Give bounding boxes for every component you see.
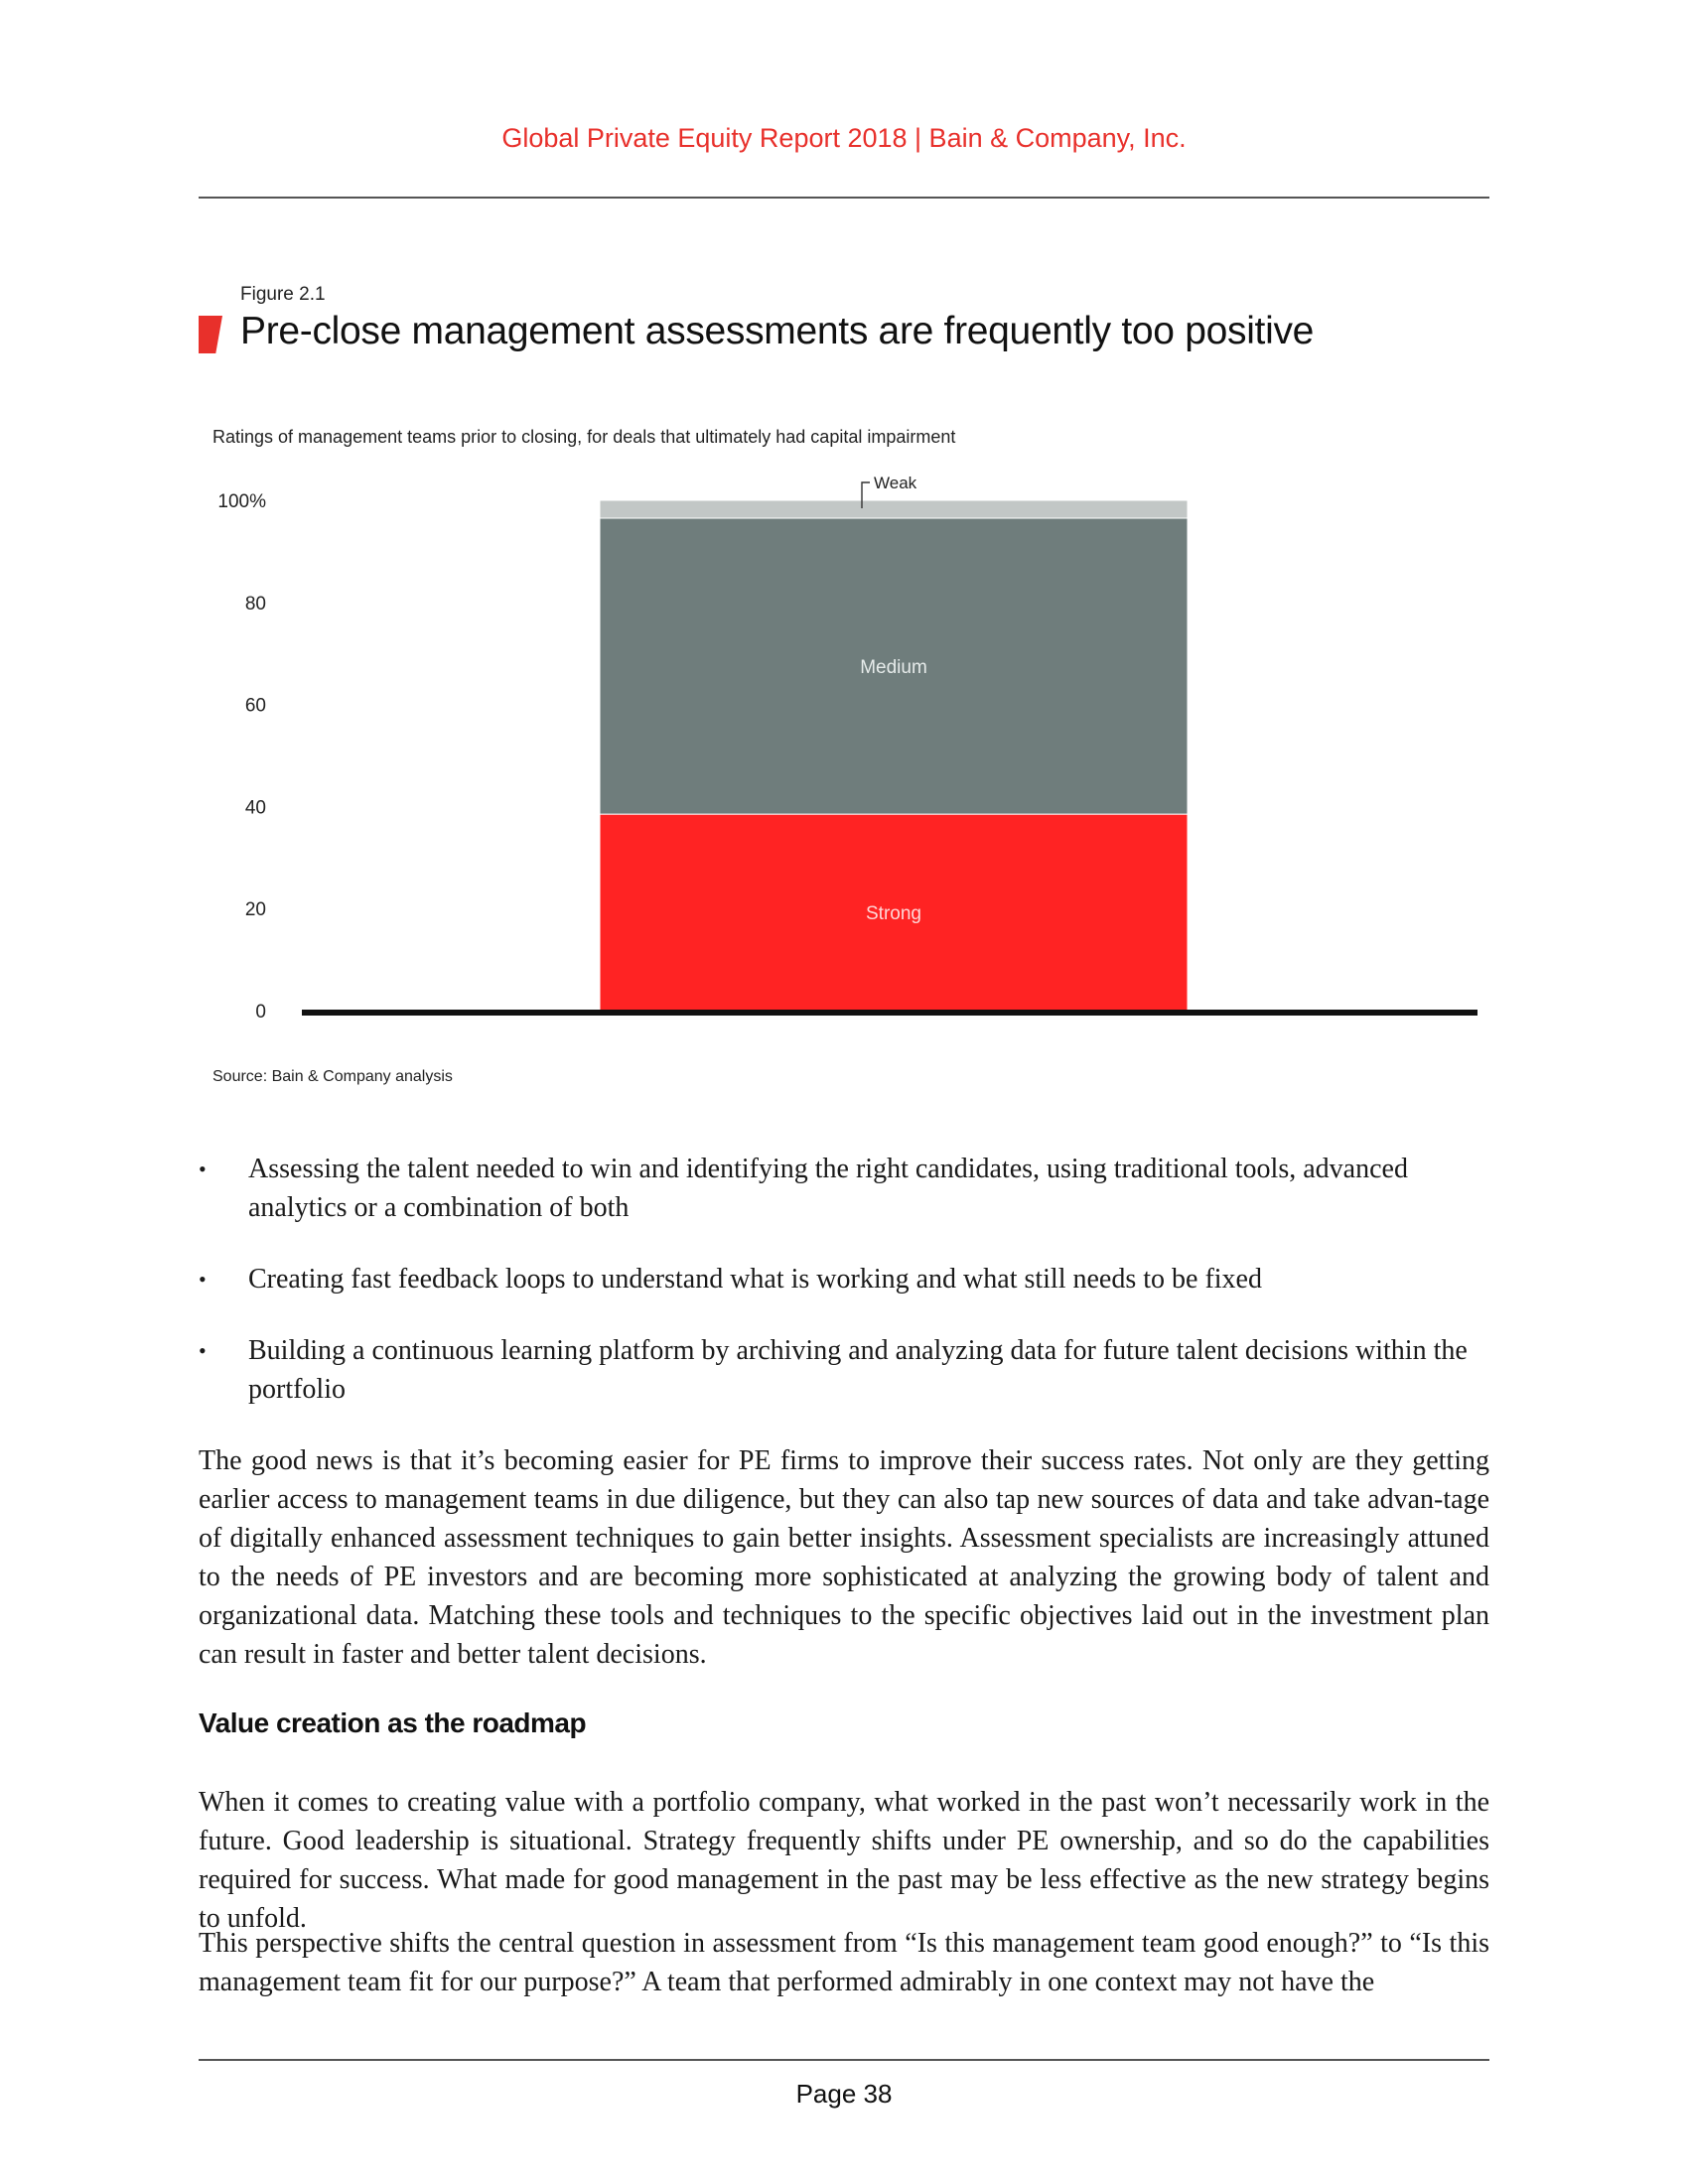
y-tick-label: 20 — [244, 899, 266, 921]
body-paragraph: This perspective shifts the central question in assessment from “Is this management team good enough?” to “Is this management team fit for our purpose?” A team that performed admirably in one context may not have the — [199, 1928, 1489, 1997]
body-paragraph: When it comes to creating value with a portfolio company, what worked in the past won’t necessarily work in the future. Good leadership is situational. Strategy frequently shifts under PE ownership, and so do the capabilities required for success. What made for good management in the past may be less effective as the new strategy begins to unfold. — [199, 1787, 1489, 1934]
y-tick-label: 60 — [244, 695, 266, 717]
segment-label-weak: Weak — [874, 474, 917, 492]
report-header-title: Global Private Equity Report 2018 | Bain & Company, Inc. — [501, 123, 1187, 153]
page-number: Page 38 — [795, 2079, 893, 2109]
y-tick-label: 40 — [244, 797, 266, 819]
section-heading: Value creation as the roadmap — [199, 1707, 587, 1738]
figure-source: Source: Bain & Company analysis — [212, 1068, 453, 1085]
list-item: • Creating fast feedback loops to understand what is working and what still needs to be fixed — [199, 1260, 1489, 1298]
list-item: • Building a continuous learning platform by archiving and analyzing data for future talent decisions within the portfolio — [199, 1331, 1489, 1409]
bar-segment-weak — [600, 500, 1188, 518]
body-paragraph: The good news is that it’s becoming easier for PE firms to improve their success rates. Not only are they getting earlier access to management teams in due diligence, but they can also tap new sources of data and take advan-tage of digitally enhanced assessment techniques to gain better insights. Assessment specialists are increasingly attuned to the needs of PE investors and are becoming more sophisticated at analyzing the growing body of talent and organizational data. Matching these tools and techniques to the specific objectives laid out in the investment plan can result in faster and better talent decisions. — [199, 1445, 1489, 1670]
figure-title: Pre-close management assessments are frequently too positive — [240, 310, 1315, 352]
y-tick-label: 80 — [244, 593, 266, 614]
segment-label-strong: Strong — [866, 903, 921, 925]
stacked-bar-chart — [0, 0, 1688, 1052]
footer-divider — [199, 2059, 1489, 2061]
segment-label-medium: Medium — [860, 657, 927, 679]
chart-subtitle: Ratings of management teams prior to closing, for deals that ultimately had capital impairment — [212, 427, 956, 447]
list-item: • Assessing the talent needed to win and identifying the right candidates, using traditional tools, advanced analytics or a combination of both — [199, 1150, 1489, 1227]
y-tick-label: 0 — [255, 1002, 266, 1023]
bullet-list — [199, 1150, 1489, 1441]
figure-label: Figure 2.1 — [240, 284, 326, 305]
y-tick-label: 100% — [217, 491, 266, 512]
